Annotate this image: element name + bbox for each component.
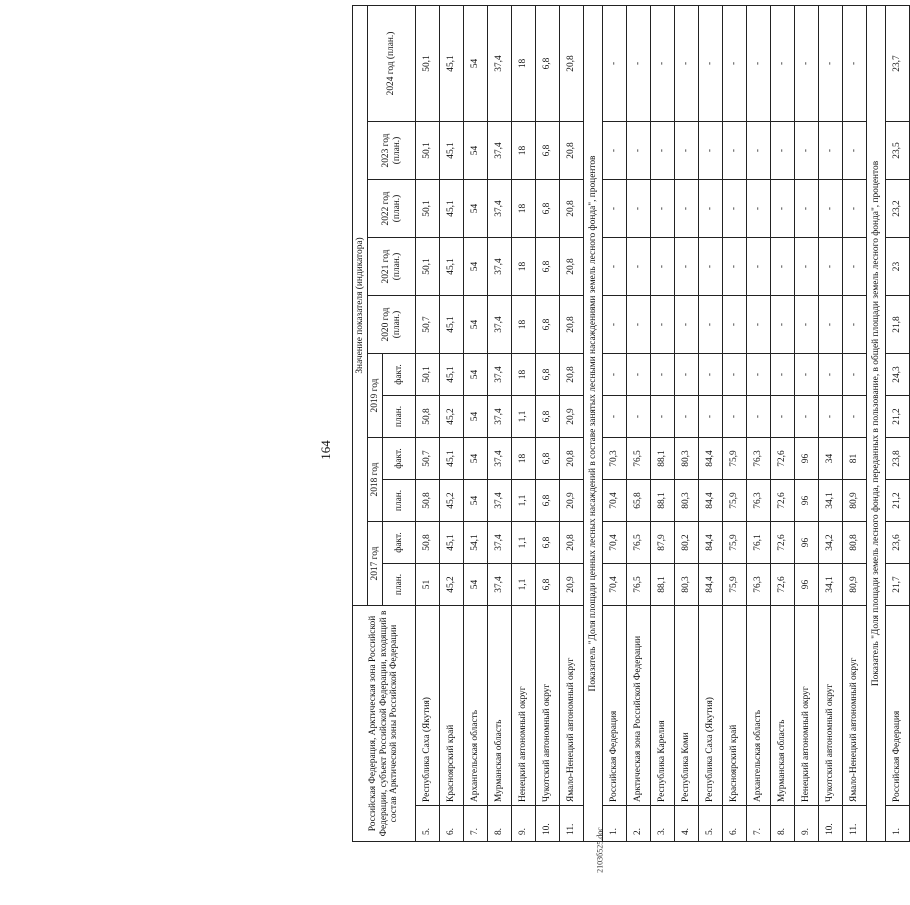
value-cell: 80,3 (675, 438, 699, 480)
region-name: Республика Карелия (651, 606, 675, 806)
row-number: 7. (464, 806, 488, 842)
table-row (651, 5, 675, 841)
value-cell: 37,4 (488, 564, 512, 606)
value-cell: 34,2 (819, 522, 843, 564)
value-cell: 45,2 (440, 480, 464, 522)
value-cell: 54 (464, 564, 488, 606)
value-cell: - (723, 296, 747, 354)
table-row (723, 5, 747, 841)
value-cell: - (603, 5, 627, 121)
indicator-table (352, 5, 910, 842)
value-cell: - (819, 122, 843, 180)
value-cell: 6,8 (536, 522, 560, 564)
value-cell: - (747, 296, 771, 354)
value-cell: 50,1 (416, 122, 440, 180)
value-cell: 50,7 (416, 438, 440, 480)
row-number: 11. (560, 806, 584, 842)
row-number: 4. (675, 806, 699, 842)
value-cell: 18 (512, 438, 536, 480)
row-number: 5. (699, 806, 723, 842)
table-row (699, 5, 723, 841)
value-cell: - (675, 296, 699, 354)
value-cell: 23,7 (886, 5, 910, 121)
value-cell: - (699, 296, 723, 354)
value-cell: 6,8 (536, 480, 560, 522)
value-cell: 72,6 (771, 480, 795, 522)
value-cell: 45,1 (440, 522, 464, 564)
value-cell: 96 (795, 480, 819, 522)
value-cell: 45,2 (440, 564, 464, 606)
value-cell: 80,2 (675, 522, 699, 564)
value-cell: - (627, 180, 651, 238)
value-cell: 24,3 (886, 354, 910, 396)
value-cell: 70,4 (603, 522, 627, 564)
value-cell: 75,9 (723, 438, 747, 480)
row-number: 9. (512, 806, 536, 842)
row-number: 3. (651, 806, 675, 842)
value-cell: - (819, 238, 843, 296)
value-cell: 84,4 (699, 522, 723, 564)
value-cell: 1,1 (512, 564, 536, 606)
value-cell: 37,4 (488, 522, 512, 564)
value-cell: - (819, 396, 843, 438)
region-name: Красноярский край (723, 606, 747, 806)
value-cell: - (675, 238, 699, 296)
row-number: 5. (416, 806, 440, 842)
value-cell: 37,4 (488, 296, 512, 354)
value-cell: 76,5 (627, 438, 651, 480)
value-cell: - (651, 238, 675, 296)
value-cell: 76,5 (627, 522, 651, 564)
value-cell: 45,1 (440, 296, 464, 354)
value-cell: 54 (464, 296, 488, 354)
value-cell: 80,9 (843, 564, 867, 606)
row-number: 10. (819, 806, 843, 842)
fact-header: факт. (383, 522, 416, 564)
value-cell: 37,4 (488, 180, 512, 238)
region-name: Республика Саха (Якутия) (699, 606, 723, 806)
year-2019-header: 2019 год (368, 354, 383, 438)
value-cell: 18 (512, 354, 536, 396)
value-cell: 54 (464, 354, 488, 396)
value-cell: - (699, 180, 723, 238)
value-cell: - (651, 296, 675, 354)
year-2017-header: 2017 год (368, 522, 383, 606)
value-cell: - (627, 296, 651, 354)
value-cell: 37,4 (488, 238, 512, 296)
value-cell: 80,8 (843, 522, 867, 564)
value-cell: 6,8 (536, 122, 560, 180)
value-cell: 45,2 (440, 396, 464, 438)
value-cell: - (843, 122, 867, 180)
value-cell: - (603, 122, 627, 180)
value-cell: 1,1 (512, 522, 536, 564)
value-cell: - (747, 238, 771, 296)
region-name: Мурманская область (771, 606, 795, 806)
region-name: Чукотский автономный округ (819, 606, 843, 806)
value-cell: 54 (464, 180, 488, 238)
value-cell: - (843, 5, 867, 121)
value-cell: - (747, 122, 771, 180)
row-number: 6. (723, 806, 747, 842)
value-cell: 54 (464, 396, 488, 438)
value-cell: 6,8 (536, 296, 560, 354)
value-cell: - (651, 122, 675, 180)
value-cell: 1,1 (512, 396, 536, 438)
region-name: Чукотский автономный округ (536, 606, 560, 806)
value-cell: 6,8 (536, 180, 560, 238)
region-name: Ямало-Ненецкий автономный округ (843, 606, 867, 806)
region-name: Ненецкий автономный округ (795, 606, 819, 806)
value-cell: 50,1 (416, 238, 440, 296)
value-cell: - (699, 5, 723, 121)
value-cell: 88,1 (651, 480, 675, 522)
row-number: 11. (843, 806, 867, 842)
table-row (603, 5, 627, 841)
value-cell: - (699, 396, 723, 438)
value-cell: 45,1 (440, 354, 464, 396)
indicator-section-title: Показатель "Доля площади ценных лесных насаждений в составе занятых лесными насаждениями земель лесного фонда", процентов (584, 5, 603, 841)
value-cell: 72,6 (771, 564, 795, 606)
value-cell: - (771, 296, 795, 354)
value-cell: 20,8 (560, 522, 584, 564)
row-number: 6. (440, 806, 464, 842)
value-cell: - (675, 5, 699, 121)
table-row (675, 5, 699, 841)
value-cell: 23,5 (886, 122, 910, 180)
value-cell: - (627, 354, 651, 396)
value-cell: 54 (464, 5, 488, 121)
table-row (843, 5, 867, 841)
fact-header: факт. (383, 354, 416, 396)
value-cell: 23,2 (886, 180, 910, 238)
value-cell: 75,9 (723, 564, 747, 606)
value-cell: 20,8 (560, 180, 584, 238)
value-cell: 37,4 (488, 5, 512, 121)
value-cell: - (843, 354, 867, 396)
value-cell: 18 (512, 122, 536, 180)
value-cell: 23 (886, 238, 910, 296)
value-cell: - (819, 354, 843, 396)
value-cell: - (603, 396, 627, 438)
region-name: Республика Коми (675, 606, 699, 806)
value-cell: 50,1 (416, 180, 440, 238)
value-cell: 37,4 (488, 438, 512, 480)
value-cell: - (795, 296, 819, 354)
value-cell: - (771, 5, 795, 121)
fact-header: факт. (383, 438, 416, 480)
value-cell: - (819, 180, 843, 238)
value-cell: - (627, 5, 651, 121)
value-cell: 96 (795, 438, 819, 480)
value-cell: - (771, 354, 795, 396)
value-cell: - (795, 122, 819, 180)
value-cell: 54 (464, 238, 488, 296)
value-cell: 54 (464, 480, 488, 522)
table-row (819, 5, 843, 841)
region-name: Ненецкий автономный округ (512, 606, 536, 806)
value-cell: 20,8 (560, 354, 584, 396)
indicator-section-title-row (867, 5, 886, 841)
table-body (416, 5, 910, 841)
value-cell: 45,1 (440, 122, 464, 180)
table-row (416, 5, 440, 841)
year-2018-header: 2018 год (368, 438, 383, 522)
table-header (353, 5, 416, 841)
value-cell: - (843, 180, 867, 238)
region-name: Республика Саха (Якутия) (416, 606, 440, 806)
table-row (886, 5, 910, 841)
value-cell: 84,4 (699, 480, 723, 522)
table-row (771, 5, 795, 841)
value-cell: 20,9 (560, 564, 584, 606)
value-cell: 23,8 (886, 438, 910, 480)
value-cell: 45,1 (440, 180, 464, 238)
value-cell: 50,1 (416, 5, 440, 121)
value-cell: 51 (416, 564, 440, 606)
value-cell: - (747, 180, 771, 238)
value-cell: 6,8 (536, 354, 560, 396)
value-cell: - (723, 122, 747, 180)
value-cell: 54,1 (464, 522, 488, 564)
value-cell: - (627, 122, 651, 180)
value-cell: 18 (512, 238, 536, 296)
plan-header: план. (383, 564, 416, 606)
value-cell: - (603, 180, 627, 238)
value-cell: - (651, 180, 675, 238)
value-cell: 37,4 (488, 480, 512, 522)
value-cell: 20,8 (560, 122, 584, 180)
value-cell: 54 (464, 438, 488, 480)
plan-header: план. (383, 396, 416, 438)
value-cell: 20,8 (560, 5, 584, 121)
value-cell: 6,8 (536, 438, 560, 480)
value-cell: 6,8 (536, 396, 560, 438)
value-cell: 18 (512, 5, 536, 121)
value-cell: 50,8 (416, 396, 440, 438)
value-cell: - (723, 396, 747, 438)
value-cell: 80,3 (675, 564, 699, 606)
value-cell: 21,2 (886, 396, 910, 438)
region-name: Арктическая зона Российской Федерации (627, 606, 651, 806)
value-cell: 70,3 (603, 438, 627, 480)
region-column-header: Российская Федерация, Арктическая зона Российской Федерации, субъект Российской Федерации, входящий в состав Арктической зоны Российской Федерации (353, 606, 416, 842)
value-cell: 37,4 (488, 396, 512, 438)
value-cell: 96 (795, 522, 819, 564)
value-cell: - (723, 5, 747, 121)
value-cell: 34,1 (819, 564, 843, 606)
value-cell: - (795, 396, 819, 438)
value-cell: 96 (795, 564, 819, 606)
value-cell: 75,9 (723, 480, 747, 522)
value-cell: - (603, 354, 627, 396)
value-cell: - (651, 354, 675, 396)
year-2024-header: 2024 год (план.) (368, 5, 416, 121)
value-cell: - (843, 296, 867, 354)
value-cell: - (795, 180, 819, 238)
indicator-section-title: Показатель "Доля площади земель лесного фонда, переданных в пользование, в общей площади земель лесного фонда", процентов (867, 5, 886, 841)
row-number: 1. (886, 806, 910, 842)
table-row (627, 5, 651, 841)
value-cell: 76,5 (627, 564, 651, 606)
region-name: Мурманская область (488, 606, 512, 806)
table-row (795, 5, 819, 841)
value-cell: - (819, 5, 843, 121)
value-cell: 88,1 (651, 438, 675, 480)
value-cell: 18 (512, 296, 536, 354)
value-cell: - (723, 354, 747, 396)
value-cell: - (771, 122, 795, 180)
value-cell: 76,3 (747, 480, 771, 522)
value-cell: - (699, 354, 723, 396)
value-cell: 87,9 (651, 522, 675, 564)
value-cell: - (675, 396, 699, 438)
value-cell: 45,1 (440, 238, 464, 296)
row-number: 8. (488, 806, 512, 842)
value-cell: 34,1 (819, 480, 843, 522)
value-cell: - (675, 180, 699, 238)
value-cell: 76,3 (747, 564, 771, 606)
value-cell: - (651, 396, 675, 438)
value-cell: - (723, 238, 747, 296)
value-cell: 70,4 (603, 564, 627, 606)
value-cell: 65,8 (627, 480, 651, 522)
value-cell: 6,8 (536, 5, 560, 121)
value-cell: 21,7 (886, 564, 910, 606)
document-code: 2103б525.doc (595, 827, 605, 873)
value-cell: 6,8 (536, 564, 560, 606)
value-cell: 34 (819, 438, 843, 480)
value-cell: 88,1 (651, 564, 675, 606)
value-cell: - (795, 238, 819, 296)
value-cell: - (795, 354, 819, 396)
value-cell: - (603, 296, 627, 354)
value-cell: 80,3 (675, 480, 699, 522)
table-row (512, 5, 536, 841)
value-cell: 20,8 (560, 438, 584, 480)
region-name: Ямало-Ненецкий автономный округ (560, 606, 584, 806)
value-cell: 72,6 (771, 438, 795, 480)
value-cell: 37,4 (488, 354, 512, 396)
value-cell: - (771, 180, 795, 238)
region-name: Архангельская область (747, 606, 771, 806)
value-cell: - (651, 5, 675, 121)
value-cell: 76,3 (747, 438, 771, 480)
row-number: 9. (795, 806, 819, 842)
value-cell: 80,9 (843, 480, 867, 522)
value-cell: - (675, 354, 699, 396)
value-cell: 84,4 (699, 564, 723, 606)
value-cell: 81 (843, 438, 867, 480)
value-cell: 20,8 (560, 238, 584, 296)
value-cell: - (843, 238, 867, 296)
value-cell: - (771, 238, 795, 296)
value-cell: - (771, 396, 795, 438)
value-cell: 1,1 (512, 480, 536, 522)
value-cell: 20,9 (560, 396, 584, 438)
value-cell: 84,4 (699, 438, 723, 480)
region-name: Красноярский край (440, 606, 464, 806)
table-row (440, 5, 464, 841)
value-cell: 54 (464, 122, 488, 180)
value-cell: 50,7 (416, 296, 440, 354)
value-cell: 23,6 (886, 522, 910, 564)
value-cell: - (627, 396, 651, 438)
value-cell: - (723, 180, 747, 238)
value-cell: - (747, 354, 771, 396)
value-cell: - (747, 5, 771, 121)
rotated-table-container (352, 6, 903, 842)
year-2023-header: 2023 год (план.) (368, 122, 416, 180)
value-cell: - (699, 238, 723, 296)
value-cell: 21,8 (886, 296, 910, 354)
indicator-section-title-row (584, 5, 603, 841)
row-number: 2. (627, 806, 651, 842)
year-2020-header: 2020 год (план.) (368, 296, 416, 354)
value-cell: - (627, 238, 651, 296)
value-cell: 50,1 (416, 354, 440, 396)
region-name: Архангельская область (464, 606, 488, 806)
table-row (536, 5, 560, 841)
value-cell: 50,8 (416, 522, 440, 564)
value-cell: 50,8 (416, 480, 440, 522)
value-cell: 75,9 (723, 522, 747, 564)
value-cell: 20,8 (560, 296, 584, 354)
value-cell: 70,4 (603, 480, 627, 522)
value-cell: - (747, 396, 771, 438)
row-number: 10. (536, 806, 560, 842)
value-cell: 6,8 (536, 238, 560, 296)
value-cell: 76,1 (747, 522, 771, 564)
value-cell: - (603, 238, 627, 296)
row-number: 8. (771, 806, 795, 842)
value-cell: 18 (512, 180, 536, 238)
table-row (488, 5, 512, 841)
value-cell: 45,1 (440, 5, 464, 121)
plan-header: план. (383, 480, 416, 522)
region-name: Российская Федерация (603, 606, 627, 806)
value-cell: 45,1 (440, 438, 464, 480)
value-cell: - (819, 296, 843, 354)
value-cell: 72,6 (771, 522, 795, 564)
year-2022-header: 2022 год (план.) (368, 180, 416, 238)
table-row (464, 5, 488, 841)
table-row (747, 5, 771, 841)
page-number: 164 (318, 440, 333, 460)
year-2021-header: 2021 год (план.) (368, 238, 416, 296)
region-name: Российская Федерация (886, 606, 910, 806)
value-cell: - (675, 122, 699, 180)
row-number: 1. (603, 806, 627, 842)
value-cell: 20,9 (560, 480, 584, 522)
value-cell: - (699, 122, 723, 180)
indicator-value-header: Значение показателя (индикатора) (353, 5, 368, 605)
value-cell: 37,4 (488, 122, 512, 180)
row-number: 7. (747, 806, 771, 842)
table-row (560, 5, 584, 841)
value-cell: 21,2 (886, 480, 910, 522)
value-cell: - (843, 396, 867, 438)
value-cell: - (795, 5, 819, 121)
